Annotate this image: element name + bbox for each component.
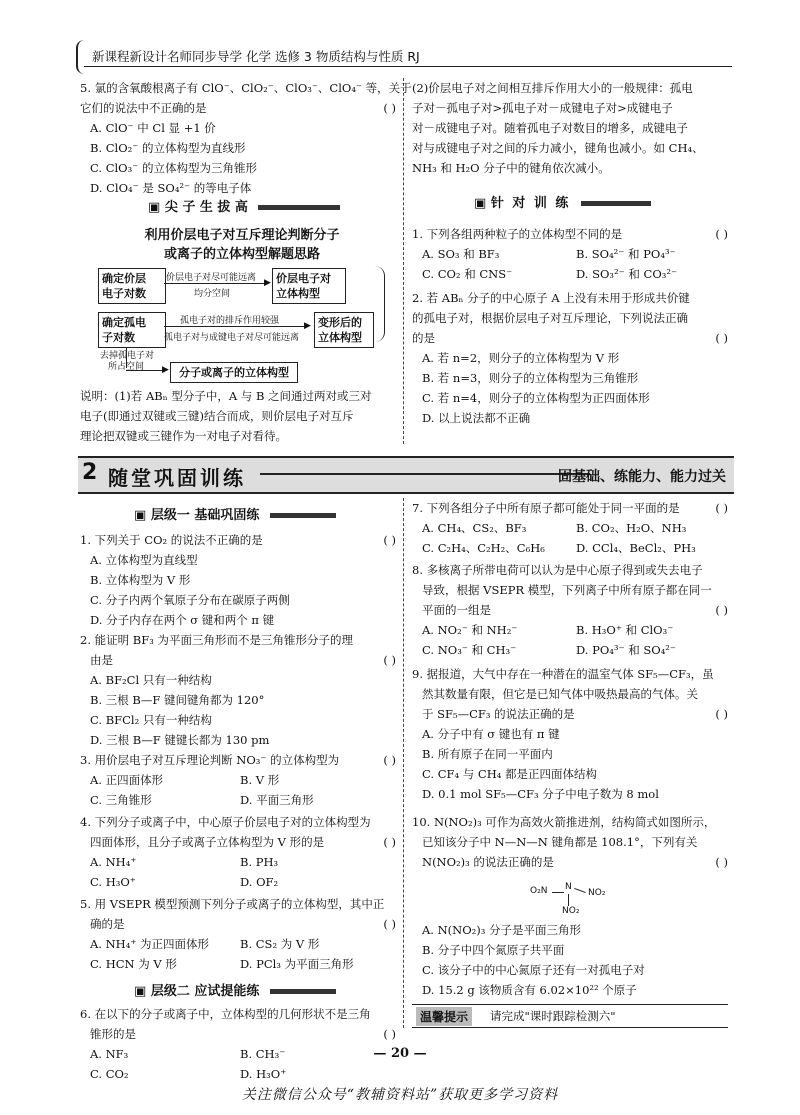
section-marker-icon: ▣: [134, 984, 147, 999]
flow-box-lone-pairs: 确定孤电 子对数: [98, 312, 166, 348]
question-6: 6. 在以下的分子或离子中，立体构型的几何形状不是三角 锥形的是 ( ) A. NF₃ B. CH₃⁻ C. CO₂ D. H₃O⁺: [80, 1004, 396, 1084]
section-bar: [258, 205, 340, 210]
answer-blank[interactable]: ( ): [383, 653, 396, 667]
option-d: D. PCl₃ 为平面三角形: [240, 957, 354, 971]
option-c: C. 三角锥形: [90, 793, 152, 807]
flow-arrow-label: 孤电子对的排斥作用较强: [180, 316, 280, 326]
flow-box-pair-shape: 价层电子对 立体构型: [272, 268, 346, 304]
option-a: A. NF₃: [90, 1047, 129, 1061]
structure-left: O₂N: [530, 886, 548, 896]
option-b: B. PH₃: [240, 855, 279, 869]
option-b: B. 若 n=3，则分子的立体构型为三角锥形: [422, 371, 639, 385]
option-b: B. 三根 B—F 键间键角都为 120°: [90, 693, 265, 707]
option-c: C. CO₂ 和 CNS⁻: [422, 267, 513, 281]
header-bracket: [76, 40, 86, 74]
option-a: A. CH₄、CS₂、BF₃: [422, 521, 527, 535]
option-b: B. CH₃⁻: [240, 1047, 286, 1061]
option-b: B. 分子中四个氮原子共平面: [422, 943, 565, 957]
option-d: D. SO₃²⁻ 和 CO₃²⁻: [576, 267, 678, 281]
section-marker-icon: ▣: [474, 196, 487, 211]
question-1: 1. 下列关于 CO₂ 的说法不正确的是 ( ) A. 立体构型为直线型 B. 立体构型为 V 形 C. 分子内两个氧原子分布在碳原子两侧 D. 分子内存在两个 σ 键和两个 π 键: [80, 530, 396, 630]
structure-center: N: [565, 882, 572, 892]
tip-box: [412, 1004, 728, 1028]
option-c: C. BFCl₂ 只有一种结构: [90, 713, 212, 727]
question-9: 9. 据报道，大气中存在一种潜在的温室气体 SF₅—CF₃，虽 然其数量有限，但它是已知气体中吸热最高的气体。关 于 SF₅—CF₃ 的说法正确的是 ( ) A. 分子中有 σ 键也有 π 键 B. 所有原子在同一平面内 C. CF₄ 与 CH₄ 都是正四面体结构 D. 0.1 mol SF₅—CF₃ 分子中电子数为 8 mol: [412, 664, 728, 804]
section-banner: [78, 456, 734, 494]
answer-blank[interactable]: ( ): [715, 855, 728, 869]
section-marker-icon: ▣: [148, 200, 161, 215]
column-divider-top: [403, 78, 404, 444]
structure-diagram: [530, 876, 620, 920]
flow-arrow: [126, 370, 166, 371]
option-b: B. V 形: [240, 773, 280, 787]
banner-subtitle: 固基础、练能力、能力过关: [558, 469, 726, 485]
banner-rule: [260, 473, 590, 475]
question-4: 4. 下列分子或离子中，中心原子价层电子对的立体构型为 四面体形，且分子或离子立体构型为 V 形的是 ( ) A. NH₄⁺ B. PH₃ C. H₃O⁺ D. OF₂: [80, 812, 396, 892]
header-title: 新课程新设计名师同步导学 化学 选修 3 物质结构与性质 RJ: [92, 49, 420, 64]
option-b: B. CS₂ 为 V 形: [240, 937, 320, 951]
option-c: C. C₂H₄、C₂H₂、C₆H₆: [422, 541, 545, 555]
header-rule: [84, 66, 732, 67]
option-d: D. PO₄³⁻ 和 SO₄²⁻: [576, 643, 676, 657]
answer-blank[interactable]: ( ): [715, 501, 728, 515]
question-10-options: [412, 920, 728, 1000]
structure-bottom: NO₂: [562, 906, 580, 916]
question-7: 7. 下列各组分子中所有原子都可能处于同一平面的是 ( ) A. CH₄、CS₂、BF₃ B. CO₂、H₂O、NH₃ C. C₂H₄、C₂H₂、C₆H₆ D. CCl₄、BeCl₂、PH₃: [412, 498, 728, 558]
section-bar: [270, 513, 336, 518]
question-2-targeted: 2. 若 ABₙ 分子的中心原子 A 上没有未用于形成共价键 的孤电子对，根据价层电子对互斥理论，下列说法正确 的是 ( ) A. 若 n=2，则分子的立体构型为 V 形 B. 若 n=3，则分子的立体构型为三角锥形 C. 若 n=4，则分子的立体构型为正四面体形 D. 以上说法都不正确: [412, 288, 728, 428]
flow-arrow-label: 均分空间: [194, 289, 231, 299]
answer-blank[interactable]: ( ): [383, 917, 396, 931]
answer-blank[interactable]: ( ): [715, 603, 728, 617]
option-d: D. ClO₄⁻ 是 SO₄²⁻ 的等电子体: [90, 181, 252, 195]
method-note: 说明：(1)若 ABₙ 型分子中，A 与 B 之间通过两对或三对 电子(即通过双键或三键)结合而成，则价层电子对互斥 理论把双键或三键作为一对电子对看待。: [80, 389, 372, 443]
option-b: B. 所有原子在同一平面内: [422, 747, 553, 761]
answer-blank[interactable]: ( ): [383, 533, 396, 547]
option-b: B. 立体构型为 V 形: [90, 573, 191, 587]
question-1-targeted: 1. 下列各组两种粒子的立体构型不同的是 ( ) A. SO₃ 和 BF₃ B. SO₄²⁻ 和 PO₄³⁻ C. CO₂ 和 CNS⁻ D. SO₃²⁻ 和 CO₃²⁻: [412, 224, 728, 284]
question-5: 5. 用 VSEPR 模型预测下列分子或离子的立体构型，其中正 确的是 ( ) A. NH₄⁺ 为正四面体形 B. CS₂ 为 V 形 C. HCN 为 V 形 D. PCl₃ 为平面三角形: [80, 894, 396, 974]
question-10: 10. N(NO₂)₃ 可作为高效火箭推进剂，结构简式如图所示， 已知该分子中 N—N—N 键角都是 108.1°，下列有关 N(NO₂)₃ 的说法正确的是 ( ): [412, 812, 728, 872]
answer-blank[interactable]: ( ): [383, 835, 396, 849]
option-d: D. H₃O⁺: [240, 1067, 287, 1081]
option-c: C. ClO₃⁻ 的立体构型为三角锥形: [90, 161, 257, 175]
option-c: C. 该分子中的中心氮原子还有一对孤电子对: [422, 963, 645, 977]
flow-arrow: [164, 283, 268, 284]
banner-number: 2: [82, 460, 98, 485]
option-d: D. OF₂: [240, 875, 279, 889]
option-a: A. 正四面体形: [90, 773, 164, 787]
option-d: D. 0.1 mol SF₅—CF₃ 分子中电子数为 8 mol: [422, 787, 659, 801]
option-b: B. CO₂、H₂O、NH₃: [576, 521, 687, 535]
option-d: D. 分子内存在两个 σ 键和两个 π 键: [90, 613, 275, 627]
flow-box-final-shape: 分子或离子的立体构型: [170, 362, 298, 383]
method-title: 利用价层电子对互斥理论判断分子 或离子的立体构型解题思路: [144, 228, 340, 262]
arrow-head-icon: ▶: [264, 278, 271, 288]
option-a: A. SO₃ 和 BF₃: [422, 247, 500, 261]
option-d: D. 三根 B—F 键键长都为 130 pm: [90, 733, 270, 747]
page-number: — 20 —: [373, 1046, 427, 1061]
tip-text[interactable]: 请完成"课时跟踪检测六": [490, 1009, 616, 1023]
arrow-head-icon: ▶: [162, 365, 169, 375]
answer-blank[interactable]: ( ): [715, 331, 728, 345]
question-3: 3. 用价层电子对互斥理论判断 NO₃⁻ 的立体构型为 ( ) A. 正四面体形 B. V 形 C. 三角锥形 D. 平面三角形: [80, 750, 396, 810]
option-a: A. 分子中有 σ 键也有 π 键: [422, 727, 560, 741]
option-a: A. N(NO₂)₃ 分子是平面三角形: [422, 923, 582, 937]
flow-arrow: [164, 326, 308, 327]
flow-arrow-label: 去掉孤电子对: [100, 351, 155, 361]
answer-blank[interactable]: ( ): [383, 1027, 396, 1041]
flow-box-deformed-shape: 变形后的 立体构型: [314, 312, 374, 348]
option-a: A. NH₄⁺: [90, 855, 137, 869]
flow-arrow-label: 孤电子对与成键电子对尽可能远离: [164, 333, 300, 343]
option-a: A. ClO⁻ 中 Cl 显 +1 价: [90, 121, 216, 135]
structure-right: NO₂: [588, 888, 606, 898]
method-note-2: (2)价层电子对之间相互排斥作用大小的一般规律：孤电 子对－孤电子对>孤电子对－成键电子对>成键电子 对－成键电子对。随着孤电子对数目的增多，成键电子 对与成键电子对之间的斥力减小，键角也减小。如 CH₄、 NH₃ 和 H₂O 分子中的键角依次减小。: [412, 81, 704, 175]
brace-icon: [372, 266, 385, 342]
option-a: A. 若 n=2，则分子的立体构型为 V 形: [422, 351, 620, 365]
option-c: C. CO₂: [90, 1067, 129, 1081]
option-c: C. 分子内两个氧原子分布在碳原子两侧: [90, 593, 290, 607]
section-bar: [581, 201, 651, 206]
answer-blank[interactable]: ( ): [383, 101, 396, 115]
option-c: C. CF₄ 与 CH₄ 都是正四面体结构: [422, 767, 597, 781]
level-2-heading: ▣ 层级二 应试提能练: [134, 980, 336, 999]
option-c: C. H₃O⁺: [90, 875, 136, 889]
flow-box-count-pairs: 确定价层 电子对数: [98, 268, 166, 304]
option-a: A. NO₂⁻ 和 NH₂⁻: [422, 623, 518, 637]
option-d: D. 15.2 g 该物质含有 6.02×10²² 个原子: [422, 983, 637, 997]
column-divider-bottom: [403, 498, 404, 1028]
footer-promo[interactable]: 关注微信公众号“教辅资料站”获取更多学习资料: [241, 1087, 559, 1103]
answer-blank[interactable]: ( ): [715, 707, 728, 721]
question-2: 2. 能证明 BF₃ 为平面三角形而不是三角锥形分子的理 由是 ( ) A. BF₂Cl 只有一种结构 B. 三根 B—F 键间键角都为 120° C. BFCl₂ 只有一种结构 D. 三根 B—F 键键长都为 130 pm: [80, 630, 396, 750]
option-a: A. 立体构型为直线型: [90, 553, 198, 567]
option-b: B. SO₄²⁻ 和 PO₄³⁻: [576, 247, 676, 261]
arrow-head-icon: ▶: [304, 321, 311, 331]
section-heading-advanced: ▣ 尖 子 生 拔 高: [148, 196, 340, 215]
section-bar: [270, 989, 336, 994]
question-stem: 它们的说法中不正确的是: [80, 101, 207, 115]
option-c: C. 若 n=4，则分子的立体构型为正四面体形: [422, 391, 650, 405]
option-c: C. NO₃⁻ 和 CH₃⁻: [422, 643, 517, 657]
tip-label: 温馨提示: [416, 1007, 472, 1026]
answer-blank[interactable]: ( ): [383, 753, 396, 767]
question-5-top: [80, 78, 412, 198]
option-d: D. CCl₄、BeCl₂、PH₃: [576, 541, 696, 555]
option-b: B. H₃O⁺ 和 ClO₃⁻: [576, 623, 674, 637]
question-8: 8. 多核离子所带电荷可以认为是中心原子得到或失去电子 导致，根据 VSEPR 模型，下列离子中所有原子都在同一 平面的一组是 ( ) A. NO₂⁻ 和 NH₂⁻ B. H₃O⁺ 和 ClO₃⁻ C. NO₃⁻ 和 CH₃⁻ D. PO₄³⁻ 和 SO₄²⁻: [412, 560, 728, 660]
option-d: D. 以上说法都不正确: [422, 411, 531, 425]
banner-title: 随堂巩固训练: [108, 466, 246, 490]
answer-blank[interactable]: ( ): [715, 227, 728, 241]
question-stem: 5. 氯的含氧酸根离子有 ClO⁻、ClO₂⁻、ClO₃⁻、ClO₄⁻ 等，关于: [80, 81, 412, 95]
flow-arrow-label: 所占空间: [108, 362, 145, 372]
section-marker-icon: ▣: [134, 508, 147, 523]
option-a: A. NH₄⁺ 为正四面体形: [90, 937, 210, 951]
option-d: D. 平面三角形: [240, 793, 314, 807]
flow-arrow-label: 价层电子对尽可能远离: [166, 273, 257, 283]
option-a: A. BF₂Cl 只有一种结构: [90, 673, 212, 687]
section-heading-targeted: ▣ 针 对 训 练: [474, 192, 651, 211]
level-1-heading: ▣ 层级一 基础巩固练: [134, 504, 336, 523]
option-b: B. ClO₂⁻ 的立体构型为直线形: [90, 141, 246, 155]
option-c: C. HCN 为 V 形: [90, 957, 177, 971]
